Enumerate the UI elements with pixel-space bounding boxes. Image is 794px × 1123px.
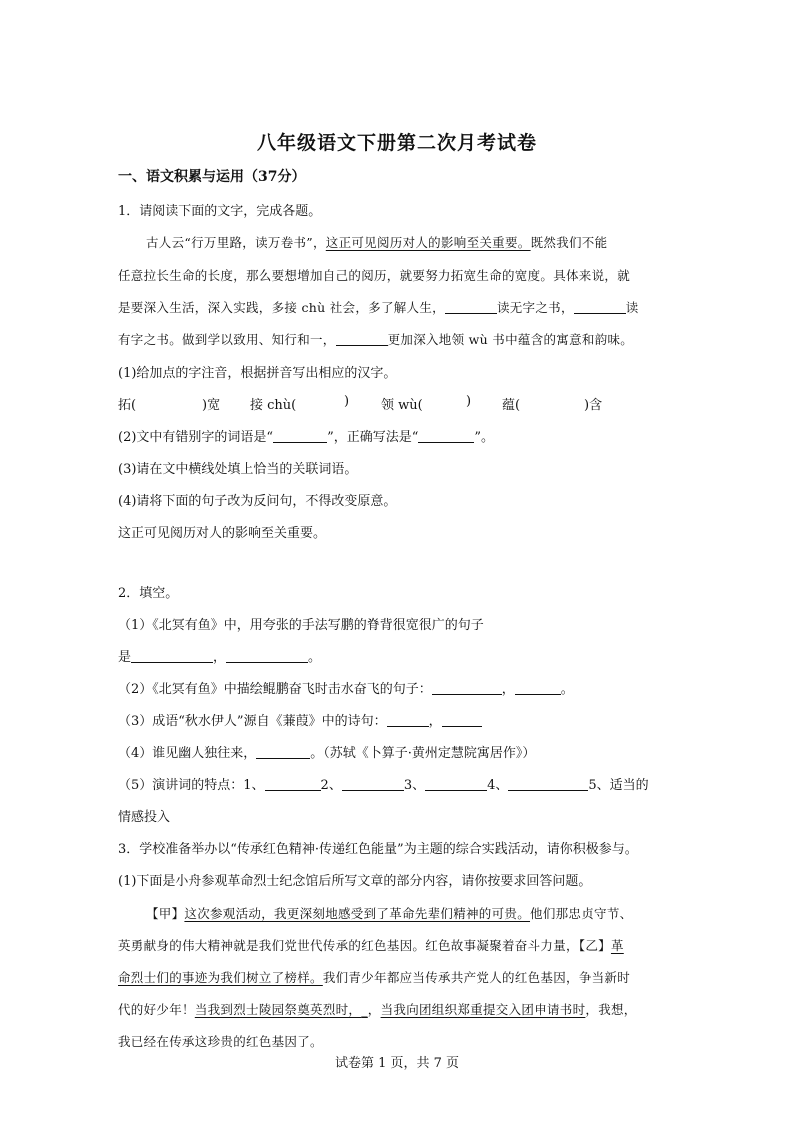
q3-passage-line-4 — [118, 1000, 637, 1018]
underlined-sentence: 当我到烈士陵园祭奠英烈时， — [194, 1002, 362, 1017]
q1-sub1: (1)给加点的字注音，根据拼音写出相应的汉字。 — [118, 366, 397, 381]
passage-text: ， — [367, 1002, 381, 1017]
underlined-sentence: 命烈士们的事迹为我们树立了榜样。 — [118, 970, 323, 985]
q2-item2 — [118, 678, 574, 697]
page-title: 八年级语文下册第二次月考试卷 — [256, 132, 537, 154]
fill-label: ) — [344, 394, 350, 409]
fill-label: 领 wù( — [381, 398, 423, 413]
answer-blank[interactable] — [574, 301, 626, 314]
q2-text: （3）成语“秋水伊人”源自《蒹葭》中的诗句： — [118, 714, 387, 729]
q1-passage-line-4 — [118, 330, 633, 348]
sub2-text: (2)文中有错别字的词语是“ — [118, 430, 274, 445]
q2-text: 。 — [308, 650, 322, 665]
q2-text: （4）谁见幽人独往来， — [118, 746, 257, 761]
passage-text: 他们那忠贞守节、 — [530, 906, 633, 921]
q1-sub3: (3)请在文中横线处填上恰当的关联词语。 — [118, 462, 358, 477]
answer-blank[interactable] — [265, 778, 321, 791]
q1-prompt: 1．请阅读下面的文字，完成各题。 — [118, 204, 322, 219]
answer-blank[interactable] — [508, 778, 588, 791]
fill-label: 拓( — [118, 398, 137, 413]
q2-text: 是 — [118, 650, 132, 665]
underlined-sentence: 这次参观活动，我更深刻地感受到了革命先辈们精神的可贵。 — [184, 906, 531, 921]
underlined-sentence: 当我向团组织郑重提交入团申请书时 — [380, 1002, 586, 1017]
fill-label: )宽 — [202, 398, 221, 413]
q2-item4 — [118, 742, 535, 761]
q2-text: 。（苏轼《卜算子·黄州定慧院寓居作》） — [310, 746, 536, 761]
page-footer: 试卷第 1 页，共 7 页 — [334, 1056, 460, 1071]
q2-text: 。 — [560, 682, 574, 697]
underlined-sentence: 这正可见阅历对人的影响至关重要。 — [325, 235, 531, 250]
q1-sub4: (4)请将下面的句子改为反问句，不得改变原意。 — [118, 494, 397, 509]
underlined-sentence: 革 — [610, 938, 624, 953]
sub2-text: ”。 — [474, 430, 495, 445]
passage-text: ，我想， — [585, 1002, 637, 1017]
q1-sub2 — [118, 426, 494, 445]
answer-blank[interactable]: _ — [361, 1002, 368, 1017]
passage-text: 古人云“行万里路，读万卷书”， — [146, 235, 326, 250]
sub2-text: ”，正确写法是“ — [327, 430, 419, 445]
q3-passage-line-3 — [118, 968, 630, 986]
answer-blank[interactable] — [425, 778, 487, 791]
section-heading: 一、语文积累与运用（37分） — [118, 169, 306, 185]
answer-blank[interactable] — [418, 430, 474, 443]
passage-text: 更加深入地领 wù 书中蕴含的寓意和韵味。 — [387, 332, 634, 347]
q3-passage-line-5: 我已经在传承这珍贵的红色基因了。 — [118, 1034, 323, 1049]
q2-item1: （1）《北冥有鱼》中，用夸张的手法写鹏的脊背很宽很广的句子 — [118, 618, 484, 633]
fill-label: ) — [466, 394, 472, 409]
passage-text: 读无字之书， — [496, 300, 574, 315]
passage-text: 代的好少年！ — [118, 1002, 195, 1017]
q2-text: （5）演讲词的特点：1、 — [118, 778, 265, 793]
answer-blank[interactable] — [273, 430, 327, 443]
q1-passage-line-1 — [146, 233, 607, 251]
q2-item5-cont: 情感投入 — [118, 810, 171, 825]
q3-passage-line-1 — [146, 904, 632, 922]
q1-passage-line-2: 任意拉长生命的长度，那么要想增加自己的阅历，就要努力拓宽生命的宽度。具体来说，就 — [118, 268, 631, 283]
answer-blank[interactable] — [226, 650, 308, 663]
fill-label: )含 — [584, 398, 603, 413]
q2-text: 2、 — [320, 778, 342, 793]
q1-sub4-sentence: 这正可见阅历对人的影响至关重要。 — [118, 526, 327, 541]
q3-prompt: 3．学校准备举办以“传承红色精神·传递红色能量”为主题的综合实践活动，请你积极参与。 — [118, 842, 638, 857]
answer-blank[interactable] — [515, 682, 561, 695]
q1-passage-line-3 — [118, 298, 639, 316]
answer-blank[interactable] — [387, 714, 429, 727]
q2-prompt: 2．填空。 — [118, 586, 179, 601]
q2-text: 3、 — [403, 778, 426, 793]
fill-label: 接 chù( — [250, 398, 297, 413]
passage-text: 读 — [625, 300, 639, 315]
answer-blank[interactable] — [336, 333, 388, 346]
q3-passage-line-2 — [118, 936, 624, 954]
passage-text: 有字之书。做到学以致用、知行和一， — [118, 332, 336, 347]
q2-text: 4、 — [487, 778, 509, 793]
passage-text: 英勇献身的伟大精神就是我们党世代传承的红色基因。红色故事凝聚着奋斗力量，【乙】 — [118, 938, 611, 953]
answer-blank[interactable] — [131, 650, 213, 663]
q2-text: ， — [428, 714, 442, 729]
passage-text: 我们青少年都应当传承共产党人的红色基因，争当新时 — [322, 970, 631, 985]
answer-blank[interactable] — [432, 682, 502, 695]
q2-text: ， — [213, 650, 227, 665]
q2-item3 — [118, 710, 482, 729]
fill-label: 蕴( — [502, 398, 521, 413]
q2-text: （2）《北冥有鱼》中描绘鲲鹏奋飞时击水奋飞的句子： — [118, 682, 432, 697]
answer-blank[interactable] — [445, 301, 497, 314]
answer-blank[interactable] — [442, 714, 482, 727]
answer-blank[interactable] — [342, 778, 404, 791]
q2-item1-blanks — [118, 646, 321, 665]
q2-text: ， — [501, 682, 515, 697]
q3-sub1: (1)下面是小舟参观革命烈士纪念馆后所写文章的部分内容，请你按要求回答问题。 — [118, 874, 592, 889]
passage-text: 既然我们不能 — [530, 235, 608, 250]
answer-blank[interactable] — [256, 746, 310, 759]
passage-marker: 【甲】 — [146, 906, 185, 921]
q2-item5 — [118, 774, 649, 793]
q2-text: 5、适当的 — [588, 778, 649, 793]
passage-text: 是要深入生活，深入实践，多接 chù 社会，多了解人生， — [118, 300, 445, 315]
